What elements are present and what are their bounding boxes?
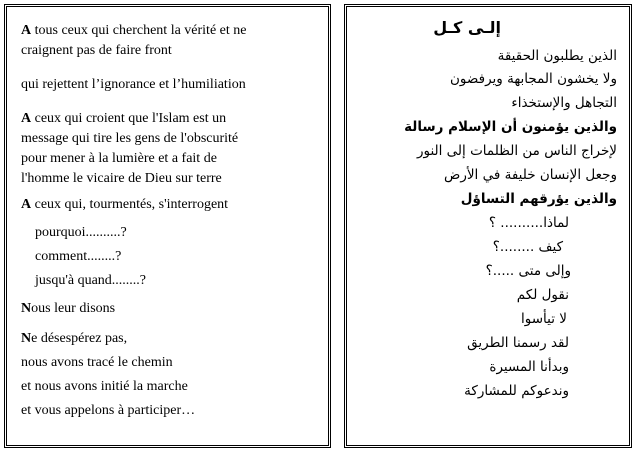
arabic-line: لقد رسمنا الطريق (467, 335, 569, 351)
arabic-question: كيف ........؟ (492, 239, 563, 255)
french-line: A ceux qui, tourmentés, s'interrogent (21, 197, 229, 212)
arabic-line: وبدأنا المسيرة (489, 359, 569, 375)
french-line: craignent pas de faire front (21, 43, 172, 58)
arabic-question: لماذا.......... ؟ (488, 215, 569, 231)
french-panel (4, 4, 331, 448)
french-line: l'homme le vicaire de Dieu sur terre (21, 171, 222, 186)
arabic-line: لإخراج الناس من الظلمات إلى النور (416, 143, 617, 159)
arabic-line: ولا يخشون المجابهة ويرفضون (450, 71, 617, 87)
arabic-line: وجعل الإنسان خليفة في الأرض (444, 167, 617, 183)
french-question: pourquoi..........? (35, 225, 127, 240)
arabic-panel (344, 4, 632, 448)
french-line: A ceux qui croient que l'Islam est un (21, 111, 227, 126)
arabic-line: وندعوكم للمشاركة (464, 383, 569, 399)
arabic-question: وإلى متى .....؟ (485, 263, 571, 279)
arabic-line: الذين يطلبون الحقيقة (497, 48, 617, 64)
arabic-line: لا تيأسوا (521, 311, 567, 327)
french-line: pour mener à la lumière et a fait de (21, 151, 217, 166)
french-line: message qui tire les gens de l'obscurité (21, 131, 239, 146)
arabic-line: نقول لكم (516, 287, 569, 303)
french-line: nous avons tracé le chemin (21, 355, 173, 370)
french-question: jusqu'à quand........? (35, 273, 147, 288)
arabic-line: التجاهل والإستخذاء (511, 95, 617, 111)
french-line: et vous appelons à participer… (21, 403, 196, 418)
arabic-line: والذين يؤرقهم التساؤل (460, 191, 617, 207)
french-line: A tous ceux qui cherchent la vérité et ne (21, 23, 247, 38)
french-line: et nous avons initié la marche (21, 379, 188, 394)
french-question: comment........? (35, 249, 122, 264)
arabic-title: إلـى كـل (433, 18, 501, 37)
french-line: Ne désespérez pas, (21, 331, 128, 346)
french-line: qui rejettent l’ignorance et l’humiliation (21, 77, 246, 92)
arabic-line: والذين يؤمنون أن الإسلام رسالة (404, 119, 617, 135)
french-line: Nous leur disons (21, 301, 116, 316)
